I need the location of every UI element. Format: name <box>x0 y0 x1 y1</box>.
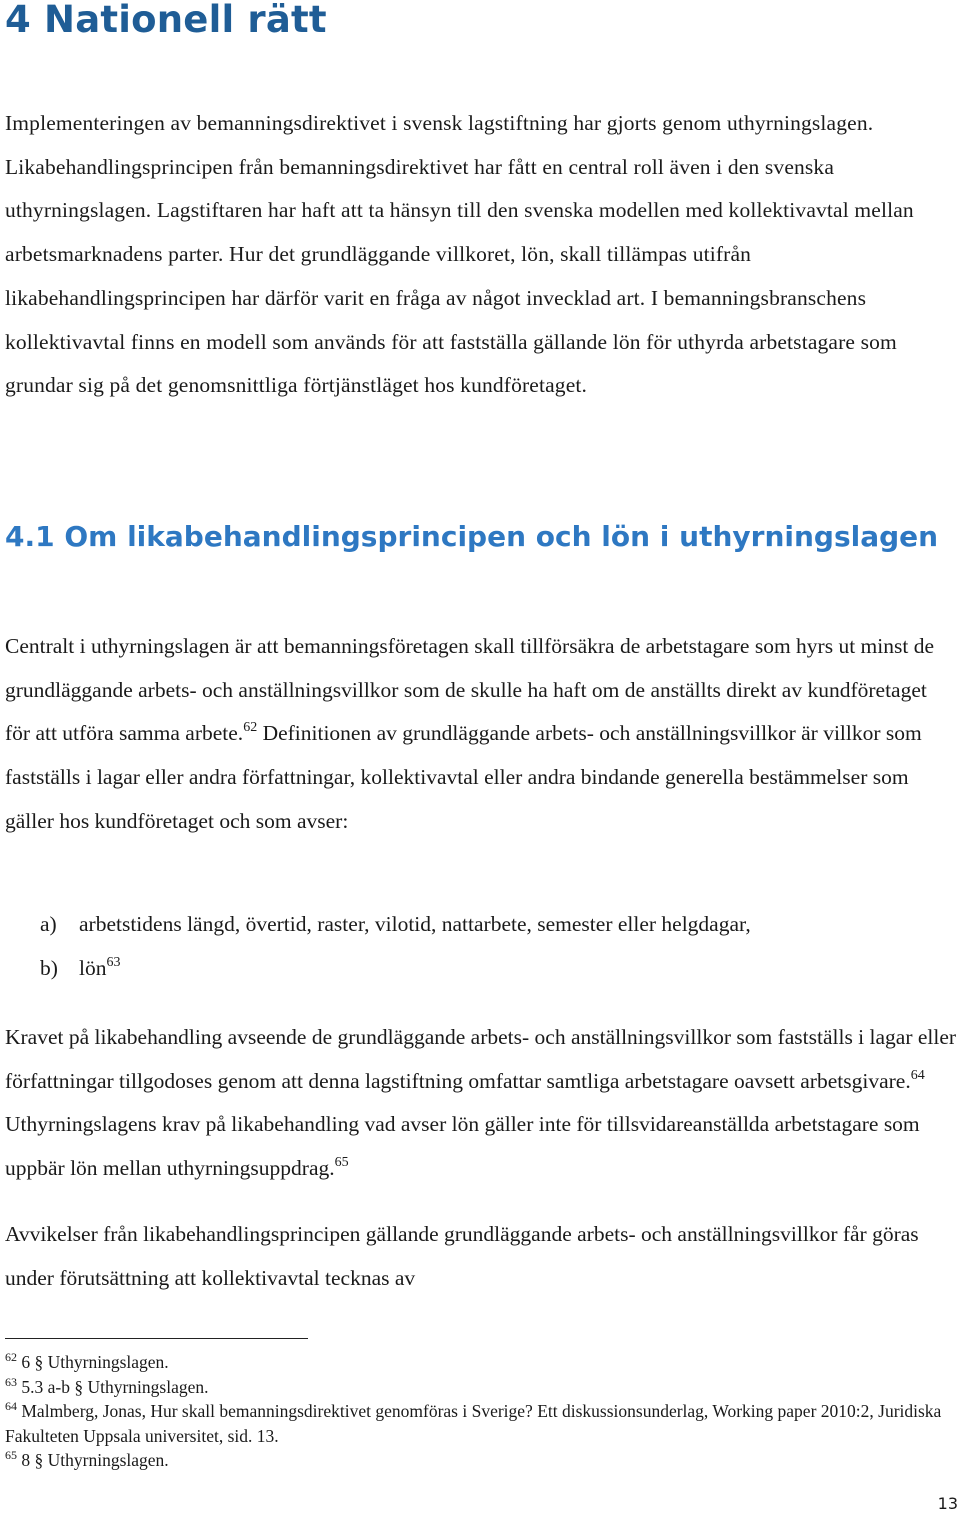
footnote-number: 62 <box>5 1350 17 1364</box>
footnote-ref[interactable]: 64 <box>910 1067 925 1083</box>
paragraph-text: Centralt i uthyrningslagen är att bemanningsföretagen skall tillförsäkra de arbetstagare som hyrs ut minst de grundläggande arbets- och anställningsvillkor som de skulle ha haft om de anställts direkt av kundföretaget för att utföra samma arbete. <box>5 634 935 746</box>
footnote-ref[interactable]: 62 <box>243 720 258 736</box>
footnote-text: 5.3 a-b § Uthyrningslagen. <box>21 1376 209 1397</box>
footnote-text: Malmberg, Jonas, Hur skall bemanningsdirektivet genomföras i Sverige? Ett diskussionsunderlag, Working paper 2010:2, Juridiska Fakulteten Uppsala universitet, sid. 13. <box>5 1401 942 1446</box>
paragraph-text: Uthyrningslagens krav på likabehandling vad avser lön gäller inte för tillsvidareanställda arbetstagare som uppbär lön mellan uthyrningsuppdrag. <box>5 1112 920 1181</box>
footnote-divider <box>5 1338 308 1339</box>
footnote <box>5 1375 957 1400</box>
chapter-heading: 4 Nationell rätt <box>5 0 327 41</box>
footnote-ref[interactable]: 65 <box>334 1155 349 1171</box>
footnote <box>5 1448 957 1473</box>
section-heading: 4.1 Om likabehandlingsprincipen och lön i uthyrningslagen <box>5 520 939 553</box>
footnote-text: 6 § Uthyrningslagen. <box>21 1352 169 1372</box>
paragraph-text: Definitionen av grundläggande arbets- och anställningsvillkor är villkor som fastställs i lagar eller andra författningar, kollektivavtal eller andra bindande generella bestämmelser som gäller hos kundföretaget och som avser: <box>5 721 922 833</box>
footnote-ref[interactable]: 63 <box>106 955 121 970</box>
section-paragraph-2 <box>5 1016 957 1191</box>
footnote-number: 65 <box>5 1448 17 1462</box>
footnote <box>5 1350 957 1375</box>
section-paragraph-3: Avvikelser från likabehandlingsprincipen gällande grundläggande arbets- och anställningsvillkor får göras under förutsättning att kollektivavtal tecknas av <box>5 1222 919 1290</box>
list-item <box>40 912 751 937</box>
footnotes <box>5 1350 957 1473</box>
footnote-number: 64 <box>5 1399 17 1413</box>
page-number: 13 <box>937 1494 958 1513</box>
list-item-text: arbetstidens längd, övertid, raster, vilotid, nattarbete, semester eller helgdagar, <box>79 912 751 936</box>
footnote <box>5 1399 957 1448</box>
footnote-number: 63 <box>5 1374 17 1389</box>
paragraph-text: Kravet på likabehandling avseende de grundläggande arbets- och anställningsvillkor som fastställs i lagar eller författningar tillgodoses genom att denna lagstiftning omfattar samtliga arbetstagare oavsett arbetsgivare. <box>5 1025 957 1093</box>
list-item <box>40 956 120 981</box>
section-paragraph-1 <box>5 625 957 844</box>
list-item-label: a) <box>40 912 57 936</box>
intro-paragraph: Implementeringen av bemanningsdirektivet i svensk lagstiftning har gjorts genom uthyrningslagen. Likabehandlingsprincipen från bemanningsdirektivet har fått en central roll även i den svenska uthyrningslagen. Lagstiftaren har haft att ta hänsyn till den svenska modellen med kollektivavtal mellan arbetsmarknadens parter. Hur det grundläggande villkoret, lön, skall tillämpas utifrån likabehandlingsprincipen har därför varit en fråga av något invecklad art. I bemanningsbranschens kollektivavtal finns en modell som används för att fastställa gällande lön för uthyrda arbetstagare som grundar sig på det genomsnittliga förtjänstläget hos kundföretaget. <box>5 111 914 398</box>
list-item-label: b) <box>40 956 58 980</box>
list-item-text: lön <box>79 956 107 980</box>
footnote-text: 8 § Uthyrningslagen. <box>21 1450 169 1470</box>
